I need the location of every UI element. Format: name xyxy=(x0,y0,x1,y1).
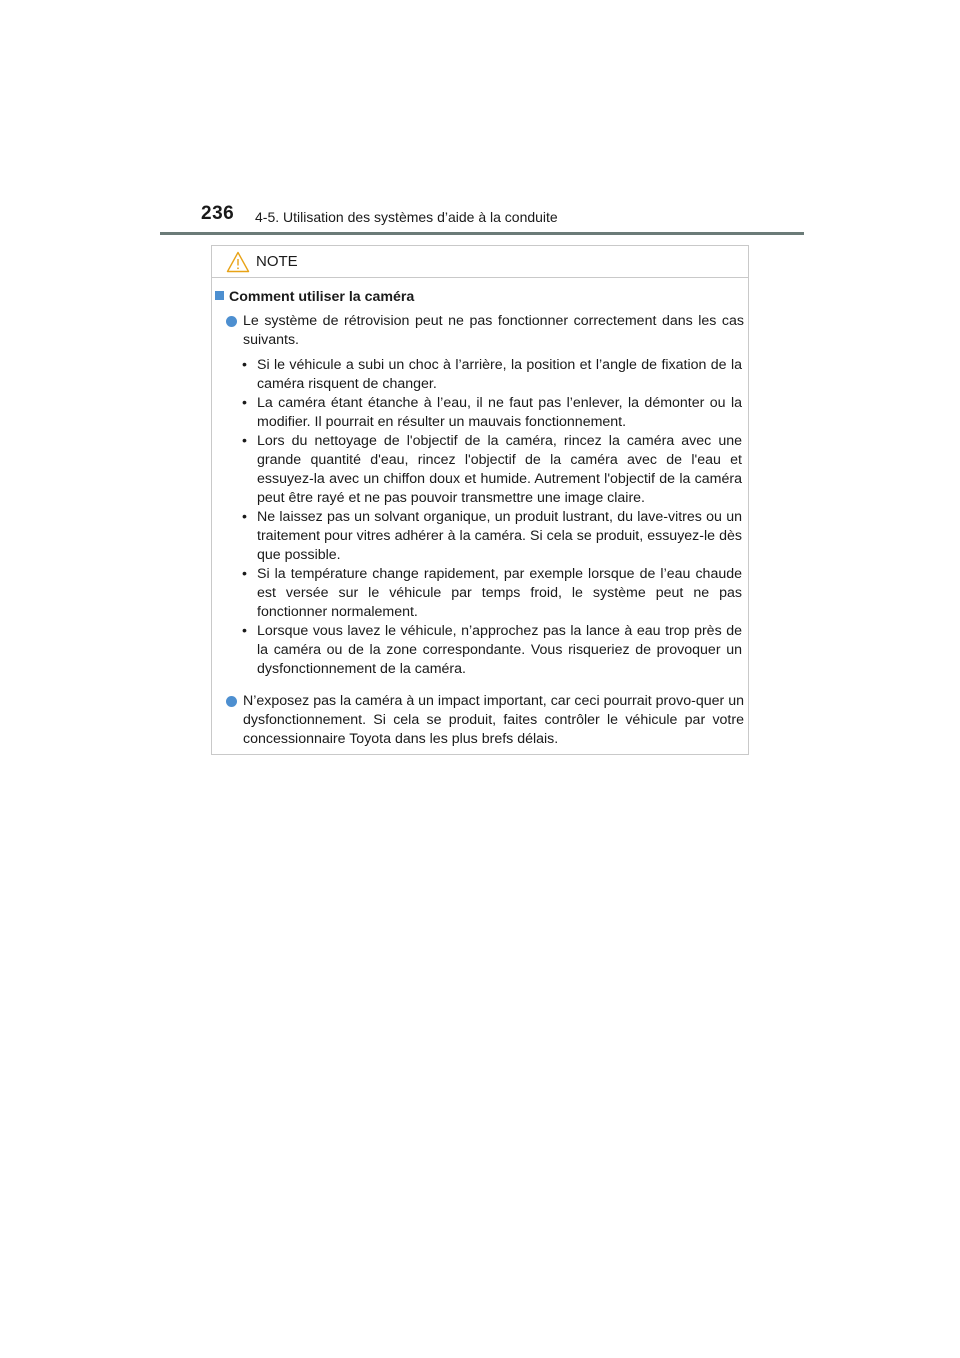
page-number: 236 xyxy=(201,203,235,224)
bullet-dot: • xyxy=(242,357,247,373)
list-item: • La caméra étant étanche à l’eau, il ne faut pas l’enlever, la démonter ou la modifier. Il pourrait en résulter un mauvais fonctionnement. xyxy=(242,395,742,430)
circle-bullet-icon xyxy=(226,316,237,327)
circle-bullet-icon xyxy=(226,696,237,707)
warning-triangle-icon xyxy=(226,251,250,273)
list-item: • Si la température change rapidement, par exemple lorsque de l’eau chaude est versée sur le véhicule par temps froid, le système peut ne pas fonctionner normalement. xyxy=(242,566,742,620)
bullet-dot: • xyxy=(242,433,247,449)
list-item: • Si le véhicule a subi un choc à l’arrière, la position et l’angle de fixation de la caméra risquent de changer. xyxy=(242,357,742,392)
bullet-list xyxy=(242,356,742,679)
bullet-dot: • xyxy=(242,509,247,525)
bullet-dot: • xyxy=(242,566,247,582)
note-item-1-text: Le système de rétrovision peut ne pas fonctionner correctement dans les cas suivants. xyxy=(243,313,744,348)
list-item: • Lorsque vous lavez le véhicule, n’approchez pas la lance à eau trop près de la caméra ou de la zone correspondante. Vous risqueriez de provoquer un dysfonctionnement de la caméra. xyxy=(242,623,742,677)
note-label: NOTE xyxy=(256,253,298,270)
note-heading-text: Comment utiliser la caméra xyxy=(229,289,415,305)
square-bullet-icon xyxy=(215,291,224,300)
section-title: 4-5. Utilisation des systèmes d’aide à la conduite xyxy=(255,209,558,225)
bullet-dot: • xyxy=(242,395,247,411)
bullet-dot: • xyxy=(242,623,247,639)
list-item: • Ne laissez pas un solvant organique, un produit lustrant, du lave-vitres ou un traitement pour vitres adhérer à la caméra. Si cela se produit, essuyez-le dès que possible. xyxy=(242,509,742,563)
note-item-2 xyxy=(226,692,744,749)
note-item-2-text: N’exposez pas la caméra à un impact important, car ceci pourrait provo-quer un dysfonctionnement. Si cela se produit, faites contrôler le véhicule par votre concessionnaire Toyota dans les plus brefs délais. xyxy=(243,693,744,747)
note-box xyxy=(211,245,749,755)
list-item: • Lors du nettoyage de l'objectif de la caméra, rincez la caméra avec une grande quantité d'eau, rincez l'objectif de la caméra avec de l'eau et essuyez-la avec un chiffon doux et humide. Autrement l'objectif de la caméra peut être rayé et ne pas pouvoir transmettre une image claire. xyxy=(242,433,742,506)
note-item-1 xyxy=(226,312,744,350)
note-header xyxy=(212,246,748,278)
note-heading xyxy=(215,288,414,307)
header-rule xyxy=(160,232,804,235)
